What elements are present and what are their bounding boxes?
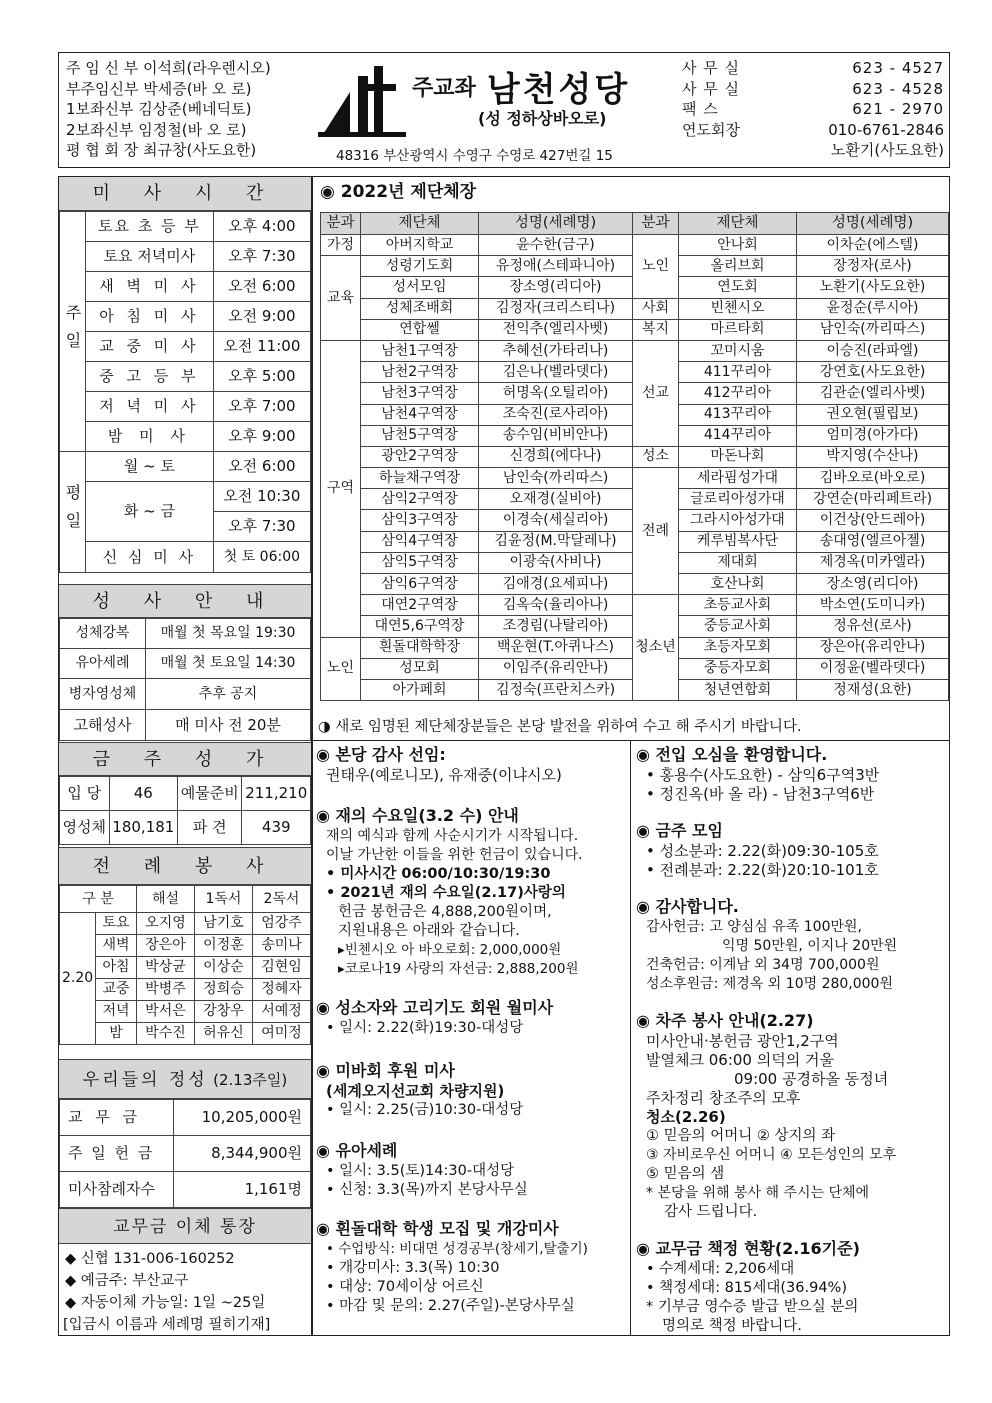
- sacrament-value: 매월 첫 목요일 19:30: [146, 619, 311, 649]
- song-cell: 46: [109, 777, 178, 811]
- bank-line: ◆ 신협 131-006-160252: [65, 1251, 235, 1267]
- liturgy-header: 1독서: [194, 886, 252, 913]
- welcome-line: • 정진옥(바 올 라) - 남천3구역6반: [646, 785, 875, 803]
- patron-saint: (성 정하상바오로): [478, 109, 607, 128]
- chiefs-person: 김정숙(프란치스카): [479, 679, 633, 700]
- liturgy-cell: 정희승: [194, 979, 252, 1001]
- chiefs-person: 백운현(T.아퀴나스): [479, 637, 633, 658]
- song-cell: 180,181: [109, 811, 178, 845]
- chiefs-category: 청소년: [633, 595, 679, 701]
- ash-line: • 미사시간 06:00/10:30/19:30: [326, 866, 551, 882]
- liturgy-cell: 정혜자: [252, 979, 310, 1001]
- chiefs-person: 박소연(도미니카): [797, 595, 949, 616]
- liturgy-cell: 서예정: [252, 1001, 310, 1023]
- address: 48316 부산광역시 수영구 수영로 427번길 15: [336, 148, 613, 164]
- chiefs-group: 성령기도회: [361, 256, 479, 277]
- notice-divider-top: [312, 740, 950, 741]
- offering-label: 교 무 금: [60, 1100, 174, 1136]
- chiefs-person: 남인숙(까리따스): [479, 468, 633, 489]
- liturgy-cell: 오지영: [136, 913, 194, 935]
- chiefs-title: ◉ 2022년 제단체장: [320, 182, 477, 202]
- chiefs-group: 흰돌대학학장: [361, 637, 479, 658]
- liturgy-cell: 이정훈: [194, 935, 252, 957]
- chiefs-group: 마르타회: [679, 319, 797, 340]
- mass-time: 오전 9:00: [213, 302, 310, 332]
- bank-section: [59, 1208, 311, 1336]
- liturgy-cell: 여미정: [252, 1023, 310, 1045]
- notice-right: [636, 744, 948, 1336]
- offering-section: [59, 1059, 311, 1208]
- sacrament-name: 고해성사: [60, 710, 146, 741]
- chiefs-person: 이차순(에스텔): [797, 235, 949, 256]
- chiefs-person: 장소영(리디아): [797, 574, 949, 595]
- chiefs-category: 성소: [633, 446, 679, 467]
- chiefs-group: 남천2구역장: [361, 362, 479, 383]
- chiefs-group: 그라시아성가대: [679, 510, 797, 531]
- tithe-line: * 기부금 영수증 발급 받으실 분의: [646, 1299, 859, 1315]
- mass-name: 새 벽 미 사: [86, 272, 214, 302]
- chiefs-person: 송대영(엘르아젤): [797, 531, 949, 552]
- chiefs-person: 제경옥(미카엘라): [797, 552, 949, 573]
- chiefs-group: 414꾸리아: [679, 425, 797, 446]
- liturgy-date: 2.20: [60, 913, 96, 1045]
- saint-line: • 일시: 2.22(화)19:30-대성당: [326, 1020, 524, 1036]
- offering-title: 우리들의 정성 (2.13주일): [59, 1059, 311, 1099]
- ash-line: ▸코로나19 사랑의 자선금: 2,888,200원: [338, 961, 579, 977]
- sacrament-section: [59, 584, 311, 741]
- chiefs-person: 김관순(엘리사벳): [797, 383, 949, 404]
- mass-name: 토요 저녁미사: [86, 242, 214, 272]
- song-cell: 파 견: [178, 811, 242, 845]
- offering-table: [59, 1099, 311, 1208]
- song-section: [59, 742, 311, 845]
- chiefs-person: 김윤정(M.막달레나): [479, 531, 633, 552]
- chiefs-group: 대연2구역장: [361, 595, 479, 616]
- mass-name: 교 중 미 사: [86, 332, 214, 362]
- liturgy-title: 전 례 봉 사: [59, 847, 311, 885]
- chiefs-person: 송수임(비비안나): [479, 425, 633, 446]
- chiefs-group: 중등자모회: [679, 658, 797, 679]
- saint-title: ◉ 성소자와 고리기도 회원 월미사: [316, 998, 554, 1017]
- chiefs-person: 장은아(유리안나): [797, 637, 949, 658]
- chiefs-group: 성체조배회: [361, 298, 479, 319]
- mass-time: 오후 4:00: [213, 212, 310, 242]
- liturgy-cell: 박상균: [136, 957, 194, 979]
- chiefs-person: 강연호(사도요한): [797, 362, 949, 383]
- ash-line: 재의 예식과 함께 사순시기가 시작됩니다.: [326, 828, 579, 844]
- liturgy-header: 2독서: [252, 886, 310, 913]
- sacrament-name: 병자영성체: [60, 679, 146, 710]
- bank-line: [입금시 이름과 세례명 필히기재]: [63, 1317, 271, 1333]
- liturgy-header: 구 분: [60, 886, 137, 913]
- liturgy-cell: 새벽: [96, 935, 137, 957]
- contact-row: 팩 스 621 - 2970: [682, 100, 944, 118]
- college-line: • 수업방식: 비대면 성경공부(창세기,탈출기): [326, 1241, 588, 1257]
- college-line: • 마감 및 문의: 2.27(주일)-본당사무실: [326, 1298, 575, 1314]
- chiefs-person: 추혜선(가타리나): [479, 340, 633, 361]
- chiefs-header: 분과: [633, 213, 679, 235]
- college-line: • 대상: 70세이상 어르신: [326, 1279, 484, 1295]
- liturgy-cell: 허유신: [194, 1023, 252, 1045]
- service-line: * 본당을 위해 봉사 해 주시는 단체에: [646, 1185, 870, 1201]
- mass-time: 오후 7:00: [213, 392, 310, 422]
- chiefs-person: 박지영(수산나): [797, 446, 949, 467]
- sacrament-table: [59, 618, 311, 741]
- mibaehoe-sub: (세계오지선교회 차량지원): [326, 1082, 505, 1100]
- mass-table: [59, 211, 311, 573]
- chiefs-group: 412꾸리아: [679, 383, 797, 404]
- offering-value: 1,161명: [174, 1172, 311, 1208]
- mass-time: 첫 토 06:00: [213, 542, 310, 573]
- gratitude-line: 성소후원금: 제경옥 외 10명 280,000원: [646, 976, 893, 992]
- gratitude-title: ◉ 감사합니다.: [636, 897, 739, 916]
- chiefs-category: 노인: [633, 235, 679, 299]
- chiefs-category: 노인: [321, 637, 361, 701]
- mass-name: 중 고 등 부: [86, 362, 214, 392]
- mass-name: 토요 초 등 부: [86, 212, 214, 242]
- chiefs-group: 성서모임: [361, 277, 479, 298]
- ash-line: 이날 가난한 이들을 위한 헌금이 있습니다.: [326, 847, 583, 863]
- clergy-row: 1보좌신부 김상준(베네딕토): [66, 100, 252, 118]
- tithe-line: • 책정세대: 815세대(36.94%): [646, 1280, 847, 1296]
- chiefs-category: 가정: [321, 235, 361, 256]
- song-cell: 439: [242, 811, 311, 845]
- clergy-row: 평 협 회 장 최규창(사도요한): [66, 141, 257, 159]
- welcome-title: ◉ 전입 오심을 환영합니다.: [636, 745, 828, 764]
- liturgy-cell: 장은아: [136, 935, 194, 957]
- chiefs-group: 남천5구역장: [361, 425, 479, 446]
- chiefs-group: 남천1구역장: [361, 340, 479, 361]
- tithe-line: • 수계세대: 2,206세대: [646, 1261, 795, 1277]
- liturgy-cell: 김현임: [252, 957, 310, 979]
- welcome-line: • 홍용수(사도요한) - 삼익6구역3반: [646, 766, 880, 784]
- chiefs-person: 신경희(에다나): [479, 446, 633, 467]
- mass-name: 아 침 미 사: [86, 302, 214, 332]
- chiefs-group: 글로리아성가대: [679, 489, 797, 510]
- chiefs-person: 장소영(리디아): [479, 277, 633, 298]
- offering-value: 10,205,000원: [174, 1100, 311, 1136]
- chiefs-person: 이경숙(세실리아): [479, 510, 633, 531]
- parish-title: 주교좌 남천성당: [412, 70, 631, 110]
- chiefs-group: 아가페회: [361, 679, 479, 700]
- sacrament-value: 추후 공지: [146, 679, 311, 710]
- chiefs-footnote: ◑ 새로 임명된 제단체장분들은 본당 발전을 위하여 수고 해 주시기 바랍니다.: [318, 719, 802, 735]
- chiefs-person: 권오현(필립보): [797, 404, 949, 425]
- chiefs-person: 남인숙(까리따스): [797, 319, 949, 340]
- chiefs-person: 이광숙(사비나): [479, 552, 633, 573]
- chiefs-person: 김옥숙(율리아나): [479, 595, 633, 616]
- mass-time: 오전 10:30: [213, 482, 310, 512]
- service-line: ③ 자비로우신 어머니 ④ 모든성인의 모후: [646, 1147, 897, 1163]
- mass-time: 오후 5:00: [213, 362, 310, 392]
- mass-name: 밤 미 사: [86, 422, 214, 452]
- chiefs-group: 남천4구역장: [361, 404, 479, 425]
- chiefs-group: 마돈나회: [679, 446, 797, 467]
- chiefs-group: 삼익6구역장: [361, 574, 479, 595]
- chiefs-category: 전례: [633, 468, 679, 595]
- chiefs-group: 대연5,6구역장: [361, 616, 479, 637]
- chiefs-group: 남천3구역장: [361, 383, 479, 404]
- thanks-names: 권태우(예로니모), 유재중(이냐시오): [326, 766, 562, 784]
- ash-line: ▸빈첸시오 아 바오로회: 2,000,000원: [338, 942, 562, 958]
- chiefs-person: 노환기(사도요한): [797, 277, 949, 298]
- gratitude-line: 감사헌금: 고 양심심 유족 100만원,: [646, 919, 862, 935]
- chiefs-category: 구역: [321, 340, 361, 637]
- mass-section: [59, 177, 311, 573]
- chiefs-person: 오재경(실비아): [479, 489, 633, 510]
- sacrament-name: 성체강복: [60, 619, 146, 649]
- song-cell: 예물준비: [178, 777, 242, 811]
- chiefs-group: 하늘채구역장: [361, 468, 479, 489]
- mass-name: 저 녁 미 사: [86, 392, 214, 422]
- gratitude-line: 익명 50만원, 이지나 20만원: [722, 938, 898, 954]
- college-title: ◉ 흰돌대학 학생 모집 및 개강미사: [316, 1219, 559, 1238]
- song-cell: 입 당: [60, 777, 110, 811]
- chiefs-group: 꼬미시움: [679, 340, 797, 361]
- chiefs-header: 분과: [321, 213, 361, 235]
- liturgy-cell: 엄강주: [252, 913, 310, 935]
- ash-line: 헌금 봉헌금은 4,888,200원이며,: [338, 904, 552, 920]
- song-cell: 211,210: [242, 777, 311, 811]
- parish-logo-icon: [318, 62, 408, 138]
- chiefs-person: 전익추(엘리사벳): [479, 319, 633, 340]
- mass-name: 화 ~ 금: [86, 482, 214, 542]
- sunday-label: 주일: [60, 212, 86, 452]
- chiefs-group: 안나회: [679, 235, 797, 256]
- song-table: [59, 776, 311, 845]
- college-line: • 개강미사: 3.3(목) 10:30: [326, 1260, 500, 1276]
- chiefs-person: 정재성(요한): [797, 679, 949, 700]
- liturgy-cell: 토요: [96, 913, 137, 935]
- chiefs-group: 411꾸리아: [679, 362, 797, 383]
- notice-left: [316, 744, 628, 1316]
- chiefs-category: 선교: [633, 340, 679, 446]
- chiefs-person: 김은나(벨라뎃다): [479, 362, 633, 383]
- thanks-title: ◉ 본당 감사 선임:: [316, 745, 446, 764]
- chiefs-header: 제단체: [361, 213, 479, 235]
- chiefs-person: 정유선(로사): [797, 616, 949, 637]
- infant-line: • 일시: 3.5(토)14:30-대성당: [326, 1163, 515, 1179]
- chiefs-group: 올리브회: [679, 256, 797, 277]
- offering-value: 8,344,900원: [174, 1136, 311, 1172]
- ash-line: • 2021년 재의 수요일(2.17)사랑의: [326, 885, 566, 901]
- liturgy-cell: 박병주: [136, 979, 194, 1001]
- chiefs-person: 김정자(크리스티나): [479, 298, 633, 319]
- service-line: ① 믿음의 어머니 ② 상지의 좌: [646, 1128, 836, 1144]
- bank-title: 교무금 이체 통장: [59, 1208, 311, 1244]
- sacrament-value: 매 미사 전 20분: [146, 710, 311, 741]
- mass-time: 오후 7:30: [213, 242, 310, 272]
- service-line: 감사 드립니다.: [664, 1204, 758, 1220]
- bank-line: ◆ 예금주: 부산교구: [65, 1273, 189, 1289]
- mass-name: 월 ~ 토: [86, 452, 214, 482]
- service-line: 미사안내·봉헌금 광안1,2구역: [646, 1032, 839, 1050]
- clergy-row: 2보좌신부 임정철(바 오 로): [66, 120, 247, 139]
- liturgy-cell: 이상순: [194, 957, 252, 979]
- liturgy-cell: 송미나: [252, 935, 310, 957]
- ash-title: ◉ 재의 수요일(3.2 수) 안내: [316, 806, 519, 825]
- chiefs-group: 빈첸시오: [679, 298, 797, 319]
- chiefs-group: 아버지학교: [361, 235, 479, 256]
- chiefs-person: 이건상(안드레아): [797, 510, 949, 531]
- chiefs-person: 허명옥(오틸리아): [479, 383, 633, 404]
- chiefs-person: 유정애(스테파니아): [479, 256, 633, 277]
- chiefs-group: 삼익4구역장: [361, 531, 479, 552]
- chiefs-group: 세라핌성가대: [679, 468, 797, 489]
- chiefs-person: 조숙진(로사리아): [479, 404, 633, 425]
- chiefs-person: 윤수한(금구): [479, 235, 633, 256]
- tithe-line: 명의로 책정 바랍니다.: [662, 1318, 802, 1334]
- infant-title: ◉ 유아세례: [316, 1141, 398, 1160]
- mibaehoe-line: • 일시: 2.25(금)10:30-대성당: [326, 1102, 524, 1118]
- liturgy-cell: 강창우: [194, 1001, 252, 1023]
- chiefs-group: 초등교사회: [679, 595, 797, 616]
- contact-list: [682, 58, 944, 161]
- chiefs-header: 성명(세례명): [797, 213, 949, 235]
- gratitude-line: 건축헌금: 이계남 외 34명 700,000원: [646, 957, 880, 973]
- chiefs-category: 교육: [321, 256, 361, 341]
- chiefs-group: 중등교사회: [679, 616, 797, 637]
- chiefs-person: 김애경(요세피나): [479, 574, 633, 595]
- contact-row: 노환기(사도요한): [830, 141, 944, 159]
- chiefs-group: 삼익3구역장: [361, 510, 479, 531]
- liturgy-cell: 밤: [96, 1023, 137, 1045]
- chiefs-category: 사회: [633, 298, 679, 319]
- chiefs-person: 이정윤(벨라뎃다): [797, 658, 949, 679]
- weekday-label: 평일: [60, 452, 86, 573]
- service-line: 발열체크 06:00 의덕의 거울: [646, 1051, 834, 1069]
- chiefs-person: 강연순(마리페트라): [797, 489, 949, 510]
- sacrament-title: 성 사 안 내: [59, 584, 311, 618]
- sacrament-value: 매월 첫 토요일 14:30: [146, 649, 311, 679]
- chiefs-category: 복지: [633, 319, 679, 340]
- chiefs-group: 제대회: [679, 552, 797, 573]
- liturgy-table: [59, 885, 311, 1045]
- service-line: 09:00 공경하올 동정녀: [734, 1070, 889, 1088]
- bank-line: ◆ 자동이체 가능일: 1일 ~25일: [65, 1295, 266, 1311]
- liturgy-header: 해설: [136, 886, 194, 913]
- notice-divider-mid: [630, 740, 631, 1336]
- liturgy-section: [59, 847, 311, 1045]
- chiefs-group: 청년연합회: [679, 679, 797, 700]
- chiefs-group: 호산나회: [679, 574, 797, 595]
- chiefs-person: 엄미경(아가다): [797, 425, 949, 446]
- tithe-title: ◉ 교무금 책정 현황(2.16기준): [636, 1239, 860, 1258]
- infant-line: • 신청: 3.3(목)까지 본당사무실: [326, 1182, 528, 1198]
- meeting-line: • 전례분과: 2.22(화)20:10-101호: [646, 861, 879, 879]
- song-title: 금 주 성 가: [59, 742, 311, 776]
- mass-time: 오전 11:00: [213, 332, 310, 362]
- offering-label: 주 일 헌 금: [60, 1136, 174, 1172]
- mibaehoe-title: ◉ 미바회 후원 미사: [316, 1061, 455, 1080]
- chiefs-group: 연합쎌: [361, 319, 479, 340]
- liturgy-cell: 교중: [96, 979, 137, 1001]
- chiefs-header: 성명(세례명): [479, 213, 633, 235]
- liturgy-cell: 저녁: [96, 1001, 137, 1023]
- chiefs-person: 이임주(유리안나): [479, 658, 633, 679]
- contact-row: 사 무 실 623 - 4527: [682, 59, 944, 77]
- chiefs-group: 케루빔복사단: [679, 531, 797, 552]
- contact-row: 사 무 실 623 - 4528: [682, 79, 944, 98]
- service-title: ◉ 차주 봉사 안내(2.27): [636, 1011, 814, 1030]
- chiefs-header: 제단체: [679, 213, 797, 235]
- meeting-line: • 성소분과: 2.22(화)09:30-105호: [646, 842, 879, 860]
- contact-row: 연도회장 010-6761-2846: [682, 120, 944, 139]
- chiefs-person: 조경림(나탈리아): [479, 616, 633, 637]
- mass-time: 오후 9:00: [213, 422, 310, 452]
- song-cell: 영성체: [60, 811, 110, 845]
- chiefs-group: 연도회: [679, 277, 797, 298]
- chiefs-person: 김바오로(바오로): [797, 468, 949, 489]
- clergy-row: 부주임신부 박세증(바 오 로): [66, 79, 252, 98]
- offering-label: 미사참례자수: [60, 1172, 174, 1208]
- liturgy-cell: 아침: [96, 957, 137, 979]
- mass-time: 오전 6:00: [213, 452, 310, 482]
- mass-time: 오전 6:00: [213, 272, 310, 302]
- chiefs-person: 이승진(라파엘): [797, 340, 949, 361]
- chiefs-person: 장정자(로사): [797, 256, 949, 277]
- mass-title: 미 사 시 간: [59, 177, 311, 211]
- liturgy-cell: 박수진: [136, 1023, 194, 1045]
- chiefs-group: 삼익2구역장: [361, 489, 479, 510]
- meeting-title: ◉ 금주 모임: [636, 821, 723, 840]
- mass-name: 신 심 미 사: [86, 542, 214, 573]
- sacrament-name: 유아세례: [60, 649, 146, 679]
- ash-line: 지원내용은 아래와 같습니다.: [338, 923, 520, 939]
- chiefs-table: [320, 212, 949, 701]
- service-line: 청소(2.26): [646, 1108, 726, 1126]
- liturgy-cell: 박서은: [136, 1001, 194, 1023]
- clergy-list: [66, 58, 316, 161]
- clergy-row: 주 임 신 부 이석희(라우렌시오): [66, 59, 271, 77]
- chiefs-group: 광안2구역장: [361, 446, 479, 467]
- mass-time: 오후 7:30: [213, 512, 310, 542]
- chiefs-group: 초등자모회: [679, 637, 797, 658]
- chiefs-person: 윤정순(루시아): [797, 298, 949, 319]
- chiefs-group: 성모회: [361, 658, 479, 679]
- chiefs-group: 삼익5구역장: [361, 552, 479, 573]
- chiefs-group: 413꾸리아: [679, 404, 797, 425]
- service-line: 주차정리 창조주의 모후: [646, 1089, 801, 1107]
- service-line: ⑤ 믿음의 샘: [646, 1166, 725, 1182]
- chiefs-table-wrap: [320, 212, 948, 701]
- liturgy-cell: 남기호: [194, 913, 252, 935]
